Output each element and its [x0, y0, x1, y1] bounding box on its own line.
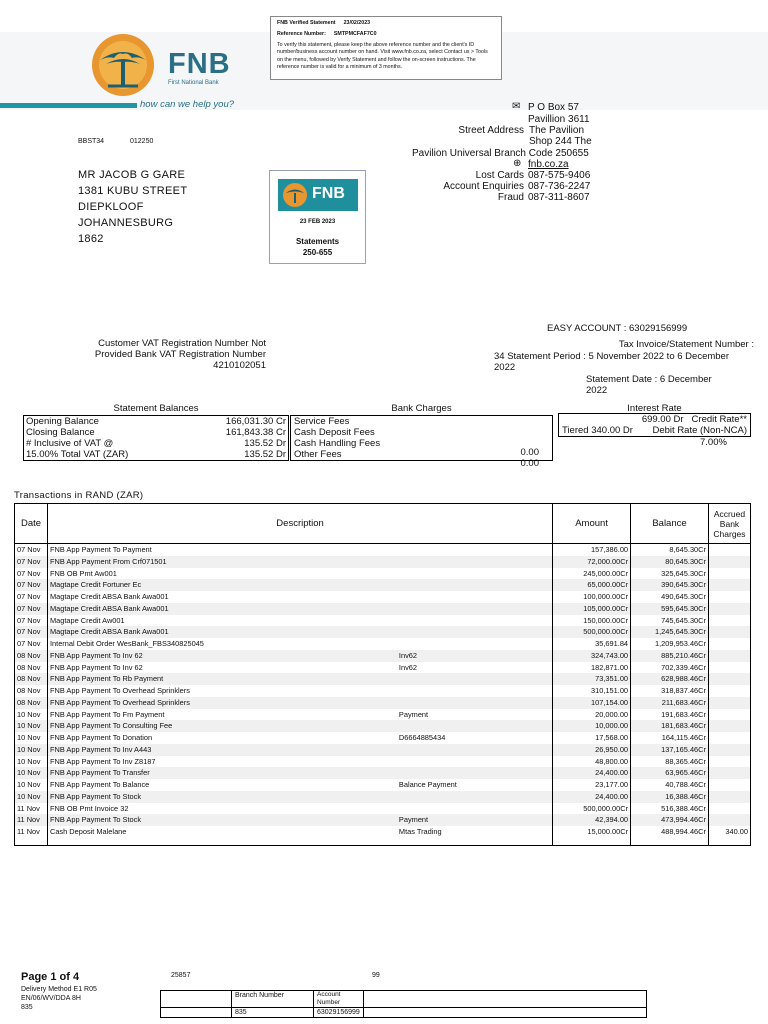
- transaction-row: [15, 556, 751, 568]
- balance-value: 161,843.38 Cr: [225, 427, 286, 438]
- balance-value: 135.52 Dr: [244, 438, 286, 449]
- street-line1: The Pavilion: [529, 125, 585, 136]
- tx-reference: Mtas Trading: [397, 826, 553, 838]
- branch-number-label: Branch Number: [232, 991, 314, 1008]
- tx-charge: [708, 756, 750, 768]
- tx-date: 07 Nov: [15, 556, 48, 568]
- tx-charge: [708, 709, 750, 721]
- tx-amount: 72,000.00Cr: [553, 556, 631, 568]
- fraud-label: Fraud: [497, 192, 524, 203]
- tx-description: FNB App Payment To Inv 62: [47, 662, 396, 674]
- tx-balance: 40,788.46Cr: [631, 779, 709, 791]
- tx-reference: [397, 579, 553, 591]
- interest-heading: Interest Rate: [627, 403, 682, 414]
- transactions-table: [14, 503, 751, 846]
- enquiries-label: Account Enquiries: [443, 181, 524, 192]
- tx-date: 07 Nov: [15, 568, 48, 580]
- tx-balance: 390,645.30Cr: [631, 579, 709, 591]
- transaction-row: [15, 568, 751, 580]
- tx-charge: [708, 673, 750, 685]
- street-line2: Shop 244 The: [529, 136, 592, 147]
- footer-spacer: [363, 1008, 646, 1018]
- tx-date: 11 Nov: [15, 803, 48, 815]
- verify-date: 23/02/2023: [343, 20, 371, 26]
- universal-branch: Pavilion Universal Branch Code 250655: [412, 148, 589, 159]
- tx-date: 07 Nov: [15, 615, 48, 627]
- transaction-row: [15, 720, 751, 732]
- balance-label: # Inclusive of VAT @: [26, 438, 114, 449]
- tx-charge: [708, 720, 750, 732]
- tx-amount: 24,400.00: [553, 767, 631, 779]
- tx-description: FNB App Payment To Payment: [47, 544, 396, 556]
- col-accrued-charges: Accrued Bank Charges: [708, 504, 750, 544]
- transaction-row: [15, 638, 751, 650]
- tx-date: 10 Nov: [15, 720, 48, 732]
- tx-balance: 318,837.46Cr: [631, 685, 709, 697]
- tx-description: FNB OB Pmt Aw001: [47, 568, 396, 580]
- tx-balance: 702,339.46Cr: [631, 662, 709, 674]
- verification-box: [270, 16, 502, 80]
- stamp-code: 250-655: [302, 247, 333, 257]
- tx-reference: [397, 791, 553, 803]
- globe-icon: ⊕: [513, 158, 522, 169]
- address-line: DIEPKLOOF: [78, 201, 144, 213]
- tx-amount: 73,351.00: [553, 673, 631, 685]
- branch-code-small: 012250: [130, 138, 154, 145]
- transaction-row: [15, 732, 751, 744]
- tx-date: 07 Nov: [15, 603, 48, 615]
- balance-row: [24, 427, 289, 438]
- transaction-row: [15, 603, 751, 615]
- tx-reference: [397, 591, 553, 603]
- tx-balance: 211,683.46Cr: [631, 697, 709, 709]
- tx-charge: [708, 814, 750, 826]
- charge-value: 0.00: [520, 458, 539, 469]
- tx-date: 10 Nov: [15, 779, 48, 791]
- tx-description: FNB App Payment To Fm Payment: [47, 709, 396, 721]
- tx-amount: 24,400.00: [553, 791, 631, 803]
- address-line: JOHANNESBURG: [78, 217, 174, 229]
- stamp-date: 23 FEB 2023: [299, 219, 336, 225]
- accent-bar: [0, 103, 137, 108]
- fraud-number: 087-311-8607: [528, 192, 590, 203]
- tx-balance: 191,683.46Cr: [631, 709, 709, 721]
- tx-description: FNB App Payment To Stock: [47, 814, 396, 826]
- tx-amount: 100,000.00Cr: [553, 591, 631, 603]
- page-number: Page 1 of 4: [21, 971, 80, 983]
- tx-reference: Balance Payment: [397, 779, 553, 791]
- col-amount: Amount: [553, 504, 631, 544]
- tx-charge: [708, 626, 750, 638]
- tx-charge: [708, 591, 750, 603]
- tx-charge: [708, 791, 750, 803]
- tx-date: 10 Nov: [15, 744, 48, 756]
- balance-value: 166,031.30 Cr: [225, 416, 286, 427]
- table-end-row: [15, 838, 751, 846]
- transaction-row: [15, 779, 751, 791]
- tx-date: 11 Nov: [15, 814, 48, 826]
- interest-value: 699.00 Dr: [641, 414, 684, 425]
- tax-invoice-label: Tax Invoice/Statement Number :: [618, 339, 754, 350]
- enquiries-number: 087-736-2247: [528, 181, 591, 192]
- tx-balance: 628,988.46Cr: [631, 673, 709, 685]
- tx-balance: 745,645.30Cr: [631, 615, 709, 627]
- transaction-row: [15, 662, 751, 674]
- stamp-logo-text: FNB: [312, 185, 345, 202]
- address-line: 1862: [78, 233, 104, 245]
- delivery-method: Delivery Method E1 R05: [21, 986, 97, 993]
- tx-amount: 26,950.00: [553, 744, 631, 756]
- tx-reference: Payment: [397, 709, 553, 721]
- brand-tagline: how can we help you?: [140, 99, 235, 110]
- charges-heading: Bank Charges: [391, 403, 452, 414]
- tx-date: 08 Nov: [15, 650, 48, 662]
- tx-balance: 63,965.46Cr: [631, 767, 709, 779]
- tx-amount: 500,000.00Cr: [553, 626, 631, 638]
- footer-number: 99: [372, 972, 380, 979]
- tx-description: FNB App Payment To Rb Payment: [47, 673, 396, 685]
- tx-charge: [708, 662, 750, 674]
- tx-reference: [397, 615, 553, 627]
- transaction-row: [15, 626, 751, 638]
- transaction-row: [15, 709, 751, 721]
- tx-charge: [708, 697, 750, 709]
- lost-cards-label: Lost Cards: [475, 170, 524, 181]
- tx-amount: 65,000.00Cr: [553, 579, 631, 591]
- tx-description: FNB App Payment From Crf071501: [47, 556, 396, 568]
- tx-charge: [708, 638, 750, 650]
- transaction-row: [15, 673, 751, 685]
- tx-charge: [708, 767, 750, 779]
- tx-balance: 1,245,645.30Cr: [631, 626, 709, 638]
- stamp-title-text: Statements: [295, 237, 340, 246]
- tx-description: FNB App Payment To Stock: [47, 791, 396, 803]
- tx-description: FNB App Payment To Overhead Sprinklers: [47, 697, 396, 709]
- tx-date: 07 Nov: [15, 638, 48, 650]
- footer-number: 25857: [171, 972, 191, 979]
- customer-address: [78, 167, 187, 247]
- footer-spacer: [363, 991, 646, 1008]
- statement-date: [586, 374, 712, 396]
- account-number: EASY ACCOUNT : 63029156999: [547, 323, 688, 334]
- transaction-row: [15, 744, 751, 756]
- tx-reference: [397, 626, 553, 638]
- tx-description: Internal Debit Order WesBank_FBS340825045: [47, 638, 396, 650]
- tx-charge: [708, 603, 750, 615]
- col-balance: Balance: [631, 504, 709, 544]
- charges-values: [521, 447, 540, 469]
- statement-period: 34 Statement Period : 5 November 2022 to 6 December: [494, 350, 729, 362]
- transaction-row: [15, 615, 751, 627]
- transaction-row: [15, 697, 751, 709]
- customer-name: MR JACOB G GARE: [78, 169, 186, 181]
- tx-reference: [397, 603, 553, 615]
- tx-balance: 595,645.30Cr: [631, 603, 709, 615]
- balance-row: [24, 438, 289, 449]
- tx-description: Magtape Credit Aw001: [47, 615, 396, 627]
- tx-balance: 181,683.46Cr: [631, 720, 709, 732]
- tx-charge: [708, 650, 750, 662]
- tx-reference: [397, 544, 553, 556]
- tx-date: 10 Nov: [15, 767, 48, 779]
- tx-amount: 42,394.00: [553, 814, 631, 826]
- statement-balances-table: [23, 415, 289, 461]
- tx-description: FNB App Payment To Overhead Sprinklers: [47, 685, 396, 697]
- tree-icon: [282, 182, 308, 208]
- website-link[interactable]: fnb.co.za: [528, 159, 569, 170]
- tx-balance: 488,994.46Cr: [631, 826, 709, 838]
- tx-balance: 164,115.46Cr: [631, 732, 709, 744]
- vat-registration: [68, 338, 266, 371]
- tx-description: FNB App Payment To Inv A443: [47, 744, 396, 756]
- tx-amount: 105,000.00Cr: [553, 603, 631, 615]
- debit-rate-label: Debit Rate (Non-NCA): [652, 425, 747, 436]
- tx-charge: 340.00: [708, 826, 750, 838]
- tx-amount: 48,800.00: [553, 756, 631, 768]
- tx-date: 10 Nov: [15, 791, 48, 803]
- branch-account-table: [160, 990, 647, 1018]
- charge-value: 0.00: [520, 447, 539, 458]
- transaction-row: [15, 826, 751, 838]
- tx-charge: [708, 579, 750, 591]
- tx-description: Magtape Credit ABSA Bank Awa001: [47, 591, 396, 603]
- transaction-row: [15, 803, 751, 815]
- tx-amount: 245,000.00Cr: [553, 568, 631, 580]
- tx-description: FNB App Payment To Inv Z8187: [47, 756, 396, 768]
- tx-charge: [708, 685, 750, 697]
- brand-subtitle: First National Bank: [168, 80, 219, 86]
- street-label: Street Address: [458, 125, 524, 136]
- tx-balance: 16,388.46Cr: [631, 791, 709, 803]
- bank-charges-box: [290, 415, 553, 469]
- tx-reference: D6664885434: [397, 732, 553, 744]
- charge-item: Cash Deposit Fees: [294, 427, 375, 438]
- tx-reference: [397, 673, 553, 685]
- tx-charge: [708, 568, 750, 580]
- balance-label: Opening Balance: [26, 416, 99, 427]
- transaction-row: [15, 814, 751, 826]
- tx-date: 07 Nov: [15, 626, 48, 638]
- fnb-tree-logo-icon: [88, 30, 158, 100]
- tiered-value: Tiered 340.00 Dr: [562, 425, 633, 436]
- stamp-logo: [278, 179, 358, 211]
- tx-balance: 80,645.30Cr: [631, 556, 709, 568]
- tx-date: 07 Nov: [15, 591, 48, 603]
- tx-reference: [397, 685, 553, 697]
- tx-charge: [708, 779, 750, 791]
- balance-label: Closing Balance: [26, 427, 95, 438]
- tx-amount: 310,151.00: [553, 685, 631, 697]
- tx-reference: Payment: [397, 814, 553, 826]
- tx-description: Magtape Credit ABSA Bank Awa001: [47, 603, 396, 615]
- debit-rate-value: 7.00%: [700, 437, 727, 448]
- tx-amount: 150,000.00Cr: [553, 615, 631, 627]
- tx-amount: 500,000.00Cr: [553, 803, 631, 815]
- tx-reference: [397, 744, 553, 756]
- tx-balance: 516,388.46Cr: [631, 803, 709, 815]
- tx-amount: 324,743.00: [553, 650, 631, 662]
- brand-name: FNB: [168, 48, 231, 80]
- tx-description: FNB App Payment To Balance: [47, 779, 396, 791]
- po-box: P O Box 57: [528, 102, 579, 113]
- tx-reference: [397, 756, 553, 768]
- stamp-title: [270, 237, 365, 259]
- tx-charge: [708, 803, 750, 815]
- tx-charge: [708, 556, 750, 568]
- tx-description: FNB App Payment To Transfer: [47, 767, 396, 779]
- statement-period-year: 2022: [494, 362, 516, 373]
- tx-amount: 107,154.00: [553, 697, 631, 709]
- branch-number: 835: [232, 1008, 314, 1018]
- balance-label: 15.00% Total VAT (ZAR): [26, 449, 129, 460]
- tx-balance: 885,210.46Cr: [631, 650, 709, 662]
- statement-date-year: 2022: [586, 385, 608, 396]
- statements-stamp: [269, 170, 366, 264]
- tx-description: Cash Deposit Malelane: [47, 826, 396, 838]
- tx-date: 08 Nov: [15, 697, 48, 709]
- col-date: Date: [15, 504, 48, 544]
- tx-reference: [397, 697, 553, 709]
- tx-reference: [397, 720, 553, 732]
- statement-date-text: Statement Date : 6 December: [586, 374, 712, 385]
- footer-spacer: [161, 991, 232, 1008]
- tx-amount: 35,691.84: [553, 638, 631, 650]
- transaction-row: [15, 591, 751, 603]
- tx-reference: [397, 767, 553, 779]
- tx-date: 10 Nov: [15, 732, 48, 744]
- balance-value: 135.52 Dr: [244, 449, 286, 460]
- transactions-title: Transactions in RAND (ZAR): [14, 490, 144, 501]
- reference-label: Reference Number:: [277, 31, 326, 38]
- tx-reference: [397, 568, 553, 580]
- vat-line: Customer VAT Registration Number Not: [98, 338, 266, 349]
- charge-item: Other Fees: [294, 449, 342, 460]
- statement-code: BBST34: [78, 138, 105, 145]
- tx-balance: 473,994.46Cr: [631, 814, 709, 826]
- tx-description: FNB App Payment To Inv 62: [47, 650, 396, 662]
- tx-charge: [708, 732, 750, 744]
- tx-date: 11 Nov: [15, 826, 48, 838]
- lost-cards-number: 087-575-9406: [528, 170, 591, 181]
- tx-description: Magtape Credit Fortuner Ec: [47, 579, 396, 591]
- footer-spacer: [161, 1008, 232, 1018]
- charge-item: Service Fees: [294, 416, 350, 427]
- tx-balance: 8,645.30Cr: [631, 544, 709, 556]
- tx-balance: 325,645.30Cr: [631, 568, 709, 580]
- tx-amount: 182,871.00: [553, 662, 631, 674]
- tx-description: FNB OB Pmt Invoice 32: [47, 803, 396, 815]
- address-line: 1381 KUBU STREET: [78, 185, 188, 197]
- tx-amount: 20,000.00: [553, 709, 631, 721]
- tx-description: Magtape Credit ABSA Bank Awa001: [47, 626, 396, 638]
- tx-charge: [708, 744, 750, 756]
- interest-rate-box: [558, 413, 751, 437]
- balance-row: [24, 416, 289, 428]
- balances-heading: Statement Balances: [113, 403, 199, 414]
- footer-code: EN/06/WV/DDA 8H: [21, 995, 81, 1002]
- tx-amount: 23,177.00: [553, 779, 631, 791]
- footer-code: 835: [21, 1004, 33, 1011]
- tx-date: 08 Nov: [15, 673, 48, 685]
- statement-period-block: [494, 339, 754, 374]
- transaction-row: [15, 579, 751, 591]
- col-description: Description: [47, 504, 552, 544]
- tx-amount: 15,000.00Cr: [553, 826, 631, 838]
- transaction-row: [15, 544, 751, 556]
- tx-reference: [397, 638, 553, 650]
- tx-amount: 10,000.00: [553, 720, 631, 732]
- transaction-row: [15, 791, 751, 803]
- tx-date: 08 Nov: [15, 685, 48, 697]
- vat-number: 4210102051: [213, 360, 266, 371]
- tx-description: FNB App Payment To Donation: [47, 732, 396, 744]
- tx-description: FNB App Payment To Consulting Fee: [47, 720, 396, 732]
- transaction-row: [15, 650, 751, 662]
- po-city: Pavillion 3611: [528, 114, 590, 125]
- verify-label: FNB Verified Statement: [277, 20, 336, 26]
- tx-balance: 137,165.46Cr: [631, 744, 709, 756]
- transaction-row: [15, 685, 751, 697]
- tx-date: 10 Nov: [15, 756, 48, 768]
- charge-item: Cash Handling Fees: [294, 438, 381, 449]
- account-number-footer: 63029156999: [314, 1008, 364, 1018]
- vat-line: Provided Bank VAT Registration Number: [94, 349, 266, 360]
- transaction-row: [15, 756, 751, 768]
- tx-charge: [708, 544, 750, 556]
- tx-date: 10 Nov: [15, 709, 48, 721]
- tx-reference: Inv62: [397, 650, 553, 662]
- tx-balance: 1,209,953.46Cr: [631, 638, 709, 650]
- transaction-row: [15, 767, 751, 779]
- tx-date: 08 Nov: [15, 662, 48, 674]
- tx-balance: 490,645.30Cr: [631, 591, 709, 603]
- tx-date: 07 Nov: [15, 544, 48, 556]
- reference-number: SMTPMCFAF7C0: [333, 31, 377, 38]
- tx-amount: 17,568.00: [553, 732, 631, 744]
- verify-instructions: To verify this statement, please keep the above reference number and the client's ID number/business account number on hand. Visit www.fnb.co.za, select Contact us > Tools on the menu, followed by Verify Statement and follow the on-screen instructions. The reference number is valid for a minimum of 3 months.: [277, 42, 488, 70]
- tx-charge: [708, 615, 750, 627]
- credit-rate-label: Credit Rate**: [691, 414, 747, 425]
- tx-amount: 157,386.00: [553, 544, 631, 556]
- tx-reference: [397, 556, 553, 568]
- tx-balance: 88,365.46Cr: [631, 756, 709, 768]
- balance-row: [24, 449, 289, 461]
- tx-reference: Inv62: [397, 662, 553, 674]
- tx-date: 07 Nov: [15, 579, 48, 591]
- account-number-label: Account Number: [314, 991, 364, 1008]
- mail-icon: ✉: [512, 101, 521, 112]
- tx-reference: [397, 803, 553, 815]
